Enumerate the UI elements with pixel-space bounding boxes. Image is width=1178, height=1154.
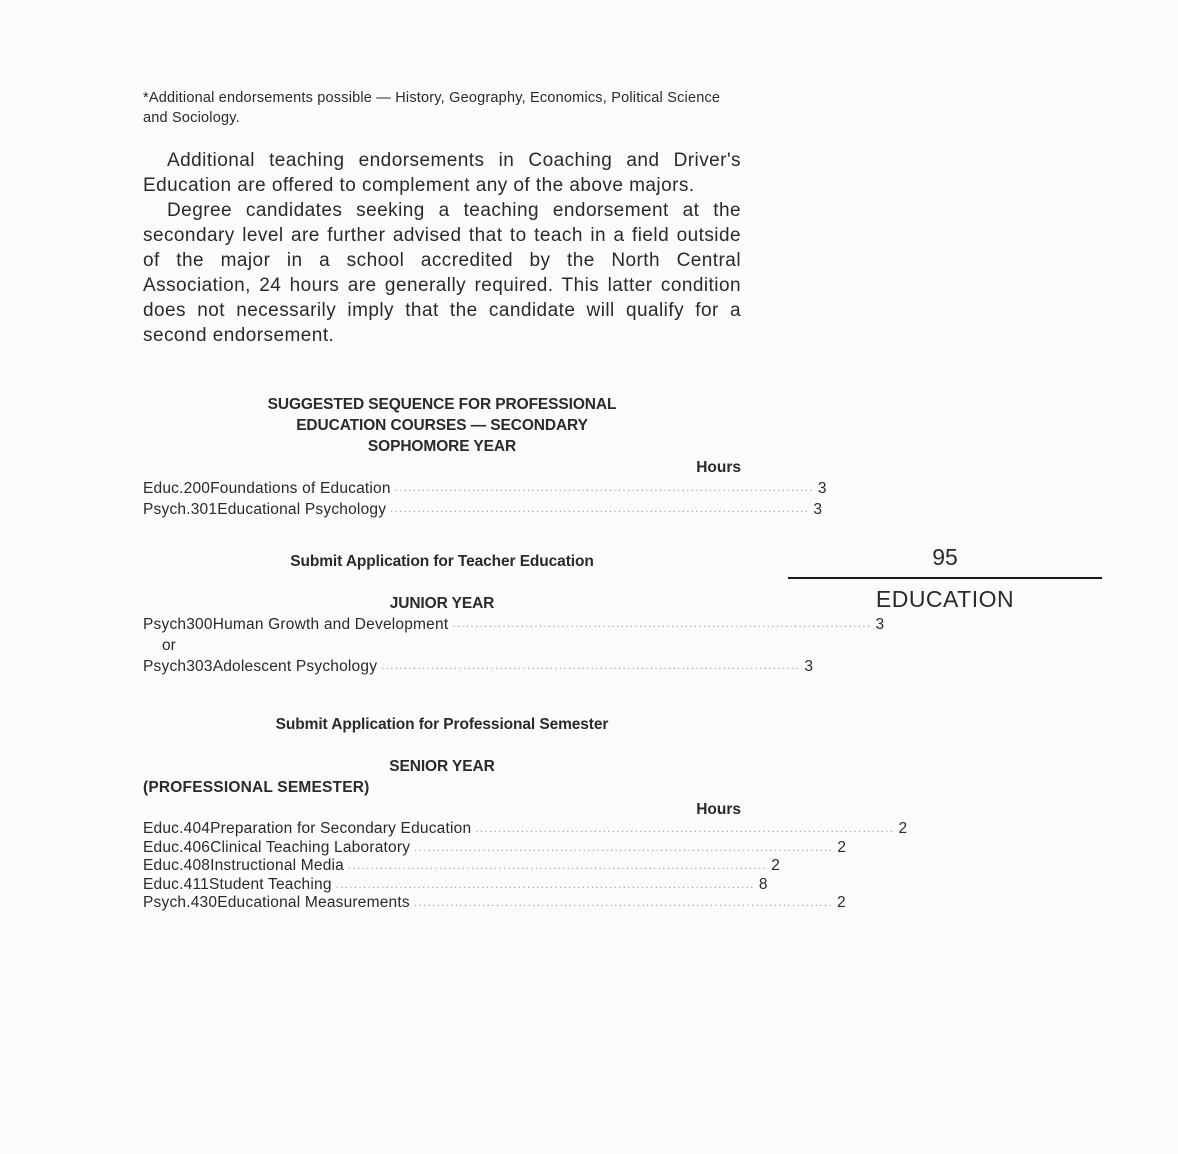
leader-dots: ............................................................................................ — [394, 482, 814, 494]
course-number: 411 — [183, 875, 209, 893]
course-title: Preparation for Secondary Education — [210, 820, 472, 837]
senior-year-heading: SENIOR YEAR — [389, 758, 495, 775]
junior-course-list — [143, 614, 885, 677]
course-number: 301 — [190, 501, 218, 518]
course-title: Foundations of Education — [210, 480, 391, 497]
leader-dots: ............................................................................................ — [348, 860, 768, 872]
sophomore-course-list — [143, 478, 827, 520]
course-number: 303 — [186, 658, 213, 675]
page-number: 95 — [932, 544, 958, 570]
course-title: Clinical Teaching Laboratory — [210, 838, 411, 856]
footnote: *Additional endorsements possible — History, Geography, Economics, Political Science and Sociology. — [143, 90, 721, 126]
course-row — [143, 820, 908, 839]
sophomore-year-heading: SOPHOMORE YEAR — [367, 438, 517, 455]
course-row — [143, 478, 827, 499]
course-dept: Psych — [143, 658, 187, 675]
junior-year-heading: JUNIOR YEAR — [389, 595, 495, 612]
course-row — [143, 656, 814, 677]
course-dept: Psych. — [143, 894, 191, 911]
course-title: Student Teaching — [208, 875, 332, 893]
leader-dots: ............................................................................................ — [475, 823, 895, 835]
senior-course-list — [143, 820, 908, 913]
course-number: 408 — [183, 857, 211, 874]
sequence-heading-line1: SUGGESTED SEQUENCE FOR PROFESSIONAL — [267, 396, 617, 413]
course-hours: 2 — [898, 820, 908, 837]
main-column — [143, 88, 908, 913]
course-number: 406 — [183, 838, 211, 856]
course-number: 430 — [190, 894, 218, 911]
course-hours: 2 — [837, 838, 847, 856]
course-hours: 3 — [813, 501, 823, 518]
submit-teacher-education: Submit Application for Teacher Education — [290, 553, 594, 570]
course-hours: 8 — [758, 875, 768, 893]
course-hours: 3 — [875, 616, 885, 633]
leader-dots: ............................................................................................ — [414, 841, 834, 854]
course-title: Instructional Media — [210, 857, 345, 874]
sequence-heading-line2: EDUCATION COURSES — SECONDARY — [296, 417, 588, 434]
course-dept: Educ. — [143, 480, 184, 497]
course-number: 404 — [183, 820, 211, 837]
leader-dots: ............................................................................................ — [452, 618, 872, 630]
leader-dots: ............................................................................................ — [390, 503, 810, 515]
course-dept: Psych. — [143, 501, 191, 518]
course-row — [143, 614, 885, 635]
course-dept: Educ. — [143, 838, 184, 856]
course-title: Educational Psychology — [217, 501, 387, 518]
course-dept: Psych — [143, 616, 187, 633]
course-hours: 2 — [836, 894, 846, 911]
professional-semester-label: (PROFESSIONAL SEMESTER) — [143, 779, 370, 796]
course-number: 300 — [186, 616, 213, 633]
leader-dots: ............................................................................................ — [413, 897, 833, 909]
paragraph-endorsements: Additional teaching endorsements in Coaching and Driver's Education are offered to complement any of the above majors. — [143, 150, 741, 196]
section-label: EDUCATION — [875, 586, 1015, 612]
course-number: 200 — [183, 480, 211, 497]
hours-label: Hours — [696, 459, 741, 476]
paragraph-degree-candidates: Degree candidates seeking a teaching endorsement at the secondary level are further advised that to teach in a field outside of the major in a school accredited by the North Central Association, 24 hours are generally required. This latter condition does not necessarily imply that the candidate will qualify for a second endorsement. — [143, 200, 741, 346]
course-hours: 3 — [804, 658, 814, 675]
senior-hours-label: Hours — [696, 801, 741, 818]
page-sidebar — [788, 540, 1102, 619]
course-title: Educational Measurements — [217, 894, 410, 911]
course-row — [143, 499, 823, 520]
submit-professional-semester: Submit Application for Professional Semester — [275, 716, 609, 733]
or-label: or — [162, 637, 176, 654]
sequence-section — [143, 394, 908, 913]
leader-dots: ............................................................................................ — [335, 878, 755, 891]
course-dept: Educ. — [143, 820, 184, 837]
course-hours: 3 — [817, 480, 827, 497]
course-row — [143, 838, 847, 858]
course-dept: Educ. — [143, 857, 184, 874]
course-row — [143, 875, 768, 895]
course-title: Human Growth and Development — [212, 616, 449, 633]
course-hours: 2 — [771, 857, 781, 874]
course-dept: Educ. — [143, 875, 184, 893]
course-row — [143, 857, 781, 876]
course-title: Adolescent Psychology — [212, 658, 378, 675]
leader-dots: ............................................................................................ — [381, 660, 801, 672]
course-row — [143, 894, 846, 913]
